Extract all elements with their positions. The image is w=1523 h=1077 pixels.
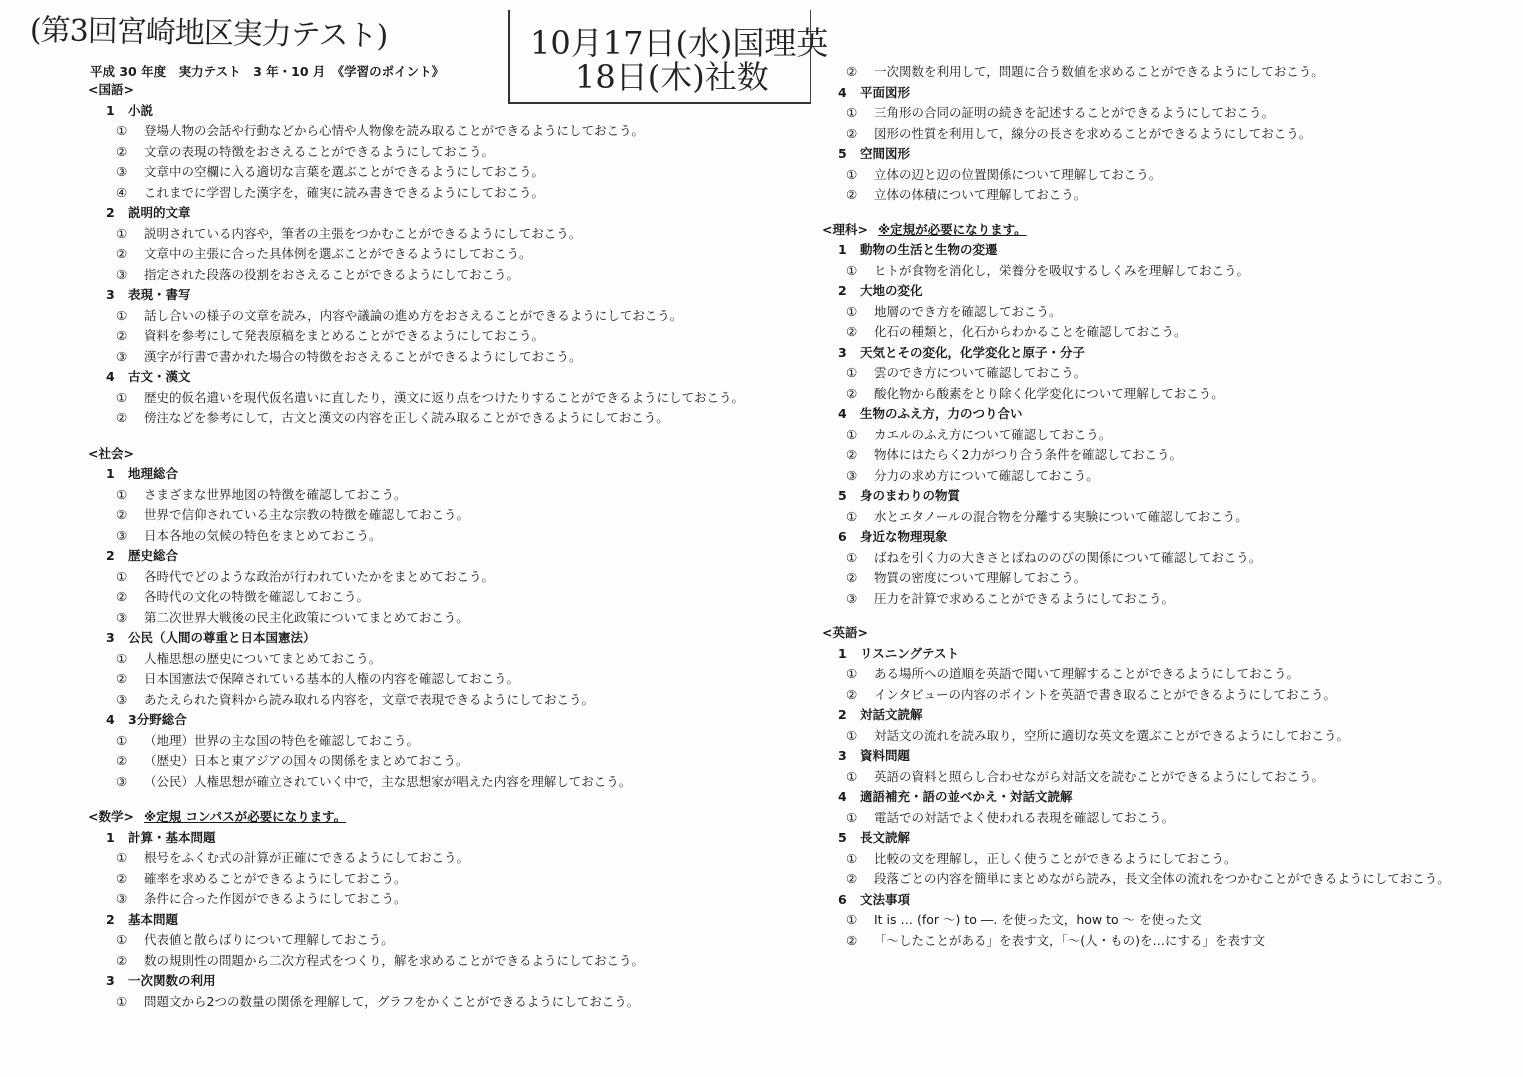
list-item [116,162,544,180]
list-item [846,363,1086,381]
topic-heading [106,628,316,646]
topic-heading [106,367,191,385]
topic-number: 3 [106,630,115,645]
list-item [116,142,494,160]
topic-label: 一次関数の利用 [128,973,216,988]
subject-heading [822,623,868,641]
item-mark: ② [846,570,858,585]
list-item [846,548,1261,566]
item-text: インタビューの内容のポイントを英語で書き取ることができるようにしておこう。 [874,686,1337,702]
item-text: 指定された段落の役割をおさえることができるようにしておこう。 [144,266,520,282]
item-text: 文章中の空欄に入る適切な言葉を選ぶことができるようにしておこう。 [144,164,545,179]
topic-number: 4 [106,369,115,384]
item-mark: ② [116,870,128,886]
list-item [116,265,519,283]
topic-label: 天気とその変化，化学変化と原子・分子 [860,344,1086,360]
subject-label: <数学> [88,809,134,824]
item-mark: ② [846,686,858,702]
topic-number: 1 [106,466,115,481]
item-text: 水とエタノールの混合物を分離する実験について確認しておこう。 [874,508,1248,524]
item-mark: ② [846,125,858,141]
list-item [116,608,469,626]
item-mark: ③ [116,891,128,906]
handwritten-schedule-line2: 18日(木)社数 [575,58,769,96]
topic-number: 6 [838,529,847,544]
item-mark: ② [116,753,128,768]
list-item [116,526,382,544]
list-item [116,772,631,790]
item-text: 三角形の合同の証明の続きを記述することができるようにしておこう。 [874,105,1275,120]
list-item [116,567,494,585]
subject-label: <英語> [822,625,868,640]
topic-number: 4 [106,712,115,727]
item-mark: ② [846,187,858,202]
topic-number: 5 [838,146,847,161]
topic-label: 基本問題 [128,911,179,927]
list-item [846,261,1249,279]
item-mark: ② [116,589,128,604]
item-mark: ① [846,303,858,319]
topic-heading [106,971,216,989]
topic-label: 動物の生活と生物の変遷 [860,242,998,257]
item-text: 図形の性質を利用して，線分の長さを求めることができるようにしておこう。 [874,125,1312,141]
item-text: 文章の表現の特徴をおさえることができるようにしておこう。 [144,143,495,159]
item-text: 確率を求めることができるようにしておこう。 [144,870,407,886]
topic-label: 適語補充・語の並べかえ・対話文読解 [860,789,1073,804]
list-item [116,224,581,242]
topic-label: 対話文読解 [860,707,923,722]
list-item [116,992,639,1010]
item-text: 電話での対話でよく使われる表現を確認しておこう。 [874,809,1175,825]
topic-label: 生物のふえ方，力のつり合い [860,406,1023,421]
topic-heading [106,464,178,482]
topic-label: リスニングテスト [860,645,960,661]
subject-label: <国語> [88,82,134,97]
item-mark: ④ [116,184,128,200]
subject-heading [88,807,346,825]
topic-label: 3分野総合 [128,712,187,727]
topic-label: 歴史総合 [128,548,179,563]
item-mark: ① [116,568,128,584]
list-item [116,121,644,139]
item-mark: ① [116,389,128,405]
item-text: It is … (for ～) to ―. を使った文，how to ～ を使った文 [874,912,1202,927]
item-text: 歴史的仮名遣いを現代仮名遣いに直したり，漢文に返り点をつけたりすることができるようにしておこう。 [144,389,745,405]
topic-number: 4 [838,84,847,100]
item-text: 話し合いの様子の文章を読み，内容や議論の進め方をおさえることができるようにしておこう。 [144,307,683,323]
topic-number: 1 [838,242,847,257]
item-mark: ③ [846,467,858,483]
item-text: 分力の求め方について確認しておこう。 [874,467,1099,483]
item-text: 段落ごとの内容を簡単にまとめながら読み，長文全体の流れをつかむことができるようにしておこう。 [874,871,1450,886]
list-item [116,649,381,667]
item-text: ばねを引く力の大きさとばねののびの関係について確認しておこう。 [874,549,1262,565]
item-text: （歴史）日本と東アジアの国々の関係をまとめておこう。 [144,753,469,768]
item-text: 酸化物から酸素をとり除く化学変化について理解しておこう。 [874,385,1224,401]
list-item [116,388,744,406]
item-mark: ② [846,64,858,79]
subject-label: <社会> [88,445,134,461]
item-text: 日本国憲法で保障されている基本的人権の内容を確認しておこう。 [144,671,520,686]
subject-heading [822,220,1027,238]
topic-heading [838,828,910,846]
topic-heading [106,546,178,564]
item-mark: ② [846,385,858,401]
item-text: 登場人物の会話や行動などから心情や人物像を読み取ることができるようにしておこう。 [144,123,645,138]
item-text: （地理）世界の主な国の特色を確認しておこう。 [144,732,420,748]
topic-number: 2 [106,911,115,927]
list-item [846,767,1324,785]
list-item [846,165,1161,183]
item-text: 各時代の文化の特徴を確認しておこう。 [144,589,370,604]
topic-number: 4 [838,789,847,804]
item-text: 英語の資料と照らし合わせながら対話文を読むことができるようにしておこう。 [874,768,1325,784]
item-mark: ② [116,671,128,686]
list-item [846,302,1062,320]
item-mark: ① [846,666,858,681]
topic-heading [106,710,187,728]
item-text: カエルのふえ方について確認しておこう。 [874,426,1112,442]
item-mark: ① [846,727,858,743]
item-mark: ① [846,768,858,784]
item-mark: ① [116,932,128,947]
item-text: 日本各地の気候の特色をまとめておこう。 [144,527,382,543]
topic-label: 身近な物理現象 [860,529,948,544]
topic-label: 平面図形 [860,84,911,100]
item-mark: ① [846,912,858,927]
topic-heading [838,83,910,101]
topic-label: 長文読解 [860,830,911,845]
item-mark: ② [846,871,858,886]
topic-number: 1 [838,645,847,661]
list-item [846,507,1248,525]
list-item [846,425,1111,443]
item-mark: ② [116,952,128,968]
topic-heading [838,787,1073,805]
item-text: 第二次世界大戦後の民主化政策についてまとめておこう。 [144,609,469,625]
item-text: 資料を参考にして発表原稿をまとめることができるようにしておこう。 [144,328,545,343]
item-mark: ① [116,850,128,865]
topic-number: 1 [106,102,115,118]
topic-heading [838,343,1085,361]
item-text: 化石の種類と，化石からわかることを確認しておこう。 [874,324,1187,339]
item-mark: ① [846,262,858,278]
topic-number: 2 [838,707,847,722]
item-text: ヒトが食物を消化し，栄養分を吸収するしくみを理解しておこう。 [874,262,1250,278]
document-header: 平成 30 年度 実力テスト 3 年・10 月 《学習のポイント》 [90,64,445,79]
topic-number: 3 [106,973,115,988]
item-mark: ② [116,328,128,343]
list-item [846,103,1274,121]
item-text: 根号をふくむ式の計算が正確にできるようにしておこう。 [144,850,470,865]
item-text: 文章中の主張に合った具体例を選ぶことができるようにしておこう。 [144,246,532,261]
item-mark: ① [116,307,128,323]
topic-heading [838,644,959,662]
item-mark: ③ [116,348,128,364]
list-item [116,669,519,687]
topic-heading [838,486,960,504]
item-mark: ③ [116,266,128,282]
list-item [846,869,1450,887]
topic-label: 身のまわりの物質 [860,488,961,503]
topic-heading [838,240,998,258]
item-text: 漢字が行書で書かれた場合の特徴をおさえることができるようにしておこう。 [144,348,582,364]
item-text: 雲のでき方について確認しておこう。 [874,365,1087,380]
list-item [116,408,669,426]
subject-note: ※定規 コンパスが必要になります。 [143,809,347,824]
item-mark: ③ [116,773,128,789]
item-mark: ① [116,993,128,1009]
item-text: 代表値と散らばりについて理解しておこう。 [144,932,394,947]
item-text: 対話文の流れを読み取り，空所に適切な英文を選ぶことができるようにしておこう。 [874,727,1350,743]
item-text: さまざまな世界地図の特徴を確認しておこう。 [144,486,407,502]
item-text: 一次関数を利用して，問題に合う数値を求めることができるようにしておこう。 [874,64,1324,79]
item-text: これまでに学習した漢字を，確実に読み書きできるようにしておこう。 [144,184,545,200]
list-item [116,244,532,262]
topic-heading [106,101,153,119]
topic-heading [838,404,1023,422]
topic-label: 説明的文章 [128,205,191,220]
topic-heading [838,746,910,764]
list-item [846,589,1174,607]
topic-heading [838,705,923,723]
item-mark: ③ [846,590,858,606]
list-item [846,445,1182,463]
item-mark: ③ [116,527,128,543]
topic-label: 表現・書写 [128,287,191,302]
item-text: 傍注などを参考にして，古文と漢文の内容を正しく読み取ることができるようにしておこう。 [144,410,669,425]
item-text: 各時代でどのような政治が行われていたかをまとめておこう。 [144,568,495,584]
list-item [846,466,1099,484]
item-mark: ① [846,809,858,825]
topic-heading [106,203,191,221]
list-item [116,930,394,948]
item-mark: ① [846,426,858,442]
item-mark: ① [846,105,858,120]
item-mark: ① [116,650,128,666]
list-item [846,685,1336,703]
subject-note: ※定規が必要になります。 [877,221,1027,237]
topic-label: 資料問題 [860,748,911,763]
item-mark: ① [846,549,858,565]
topic-number: 2 [838,283,847,298]
topic-number: 3 [106,287,115,302]
list-item [116,306,682,324]
item-mark: ① [846,166,858,182]
topic-heading [106,285,191,303]
item-text: ある場所への道順を英語で聞いて理解することができるようにしておこう。 [874,666,1300,681]
topic-label: 小説 [128,102,154,118]
topic-number: 6 [838,891,847,907]
list-item [846,384,1224,402]
item-mark: ③ [116,691,128,707]
topic-heading [838,144,910,162]
list-item [846,849,1237,867]
topic-number: 5 [838,488,847,503]
item-text: 圧力を計算で求めることができるようにしておこう。 [874,590,1175,606]
topic-label: 地理総合 [128,466,179,481]
list-item [116,485,407,503]
item-text: 比較の文を理解し，正しく使うことができるようにしておこう。 [874,850,1237,866]
item-mark: ② [116,143,128,159]
list-item [116,690,594,708]
topic-heading [106,828,216,846]
topic-number: 2 [106,205,115,220]
list-item [116,951,644,969]
item-text: 条件に合った作図ができるようにしておこう。 [144,891,407,906]
list-item [846,931,1265,949]
item-mark: ② [846,324,858,339]
item-text: 人権思想の歴史についてまとめておこう。 [144,650,382,666]
item-text: 地層のでき方を確認しておこう。 [874,303,1062,319]
topic-heading [838,527,948,545]
item-mark: ② [116,246,128,261]
item-mark: ② [846,447,858,462]
topic-label: 文法事項 [860,891,911,907]
topic-number: 3 [838,344,847,360]
list-item [116,326,544,344]
item-mark: ③ [116,609,128,625]
subject-label: <理科> [822,221,868,237]
topic-label: 大地の変化 [860,283,923,298]
subject-heading [88,80,134,98]
list-item [116,183,544,201]
item-mark: ② [116,507,128,522]
list-item [846,322,1187,340]
topic-heading [106,910,178,928]
item-mark: ② [116,410,128,425]
item-text: 立体の辺と辺の位置関係について理解しておこう。 [874,166,1162,182]
list-item [846,568,1086,586]
list-item [846,185,1086,203]
topic-number: 1 [106,829,115,845]
item-text: 問題文から2つの数量の関係を理解して，グラフをかくことができるようにしておこう。 [144,993,640,1009]
topic-number: 3 [838,748,847,763]
topic-label: 空間図形 [860,146,911,161]
item-mark: ② [846,932,858,948]
item-text: 「～したことがある」を表す文，「～(人・もの)を…にする」を表す文 [874,932,1266,948]
item-mark: ① [116,732,128,748]
item-mark: ③ [116,164,128,179]
list-item [116,751,469,769]
list-item [846,808,1174,826]
item-text: 立体の体積について理解しておこう。 [874,187,1087,202]
item-mark: ① [116,225,128,241]
list-item [116,505,469,523]
list-item [116,848,469,866]
topic-label: 古文・漢文 [128,369,191,384]
item-text: あたえられた資料から読み取れる内容を，文章で表現できるようにしておこう。 [144,691,595,707]
list-item [846,726,1349,744]
item-text: 物体にはたらく2力がつり合う条件を確認しておこう。 [874,447,1182,462]
list-item [116,731,419,749]
topic-number: 4 [838,406,847,421]
topic-label: 計算・基本問題 [128,829,216,845]
item-mark: ① [846,850,858,866]
topic-heading [838,281,923,299]
list-item [116,587,369,605]
topic-label: 公民（人間の尊重と日本国憲法） [128,630,316,645]
item-mark: ① [116,123,128,138]
list-item [846,62,1324,80]
list-item [116,889,407,907]
topic-number: 2 [106,548,115,563]
item-text: 数の規則性の問題から二次方程式をつくり，解を求めることができるようにしておこう。 [144,952,645,968]
item-mark: ① [846,508,858,524]
item-text: （公民）人権思想が確立されていく中で，主な思想家が唱えた内容を理解しておこう。 [144,773,632,789]
subject-heading [88,444,134,462]
topic-heading [838,890,910,908]
list-item [116,347,582,365]
list-item [846,124,1311,142]
item-text: 物質の密度について理解しておこう。 [874,570,1087,585]
list-item [846,910,1202,928]
item-mark: ① [116,486,128,502]
list-item [116,869,407,887]
handwritten-title: (第3回宮崎地区実力テスト) [29,12,388,55]
topic-number: 5 [838,830,847,845]
list-item [846,664,1299,682]
handwritten-schedule-line1: 10月17日(水)国理英 [530,24,829,62]
item-text: 説明されている内容や，筆者の主張をつかむことができるようにしておこう。 [144,225,582,241]
item-text: 世界で信仰されている主な宗教の特徴を確認しておこう。 [144,507,470,522]
item-mark: ① [846,365,858,380]
